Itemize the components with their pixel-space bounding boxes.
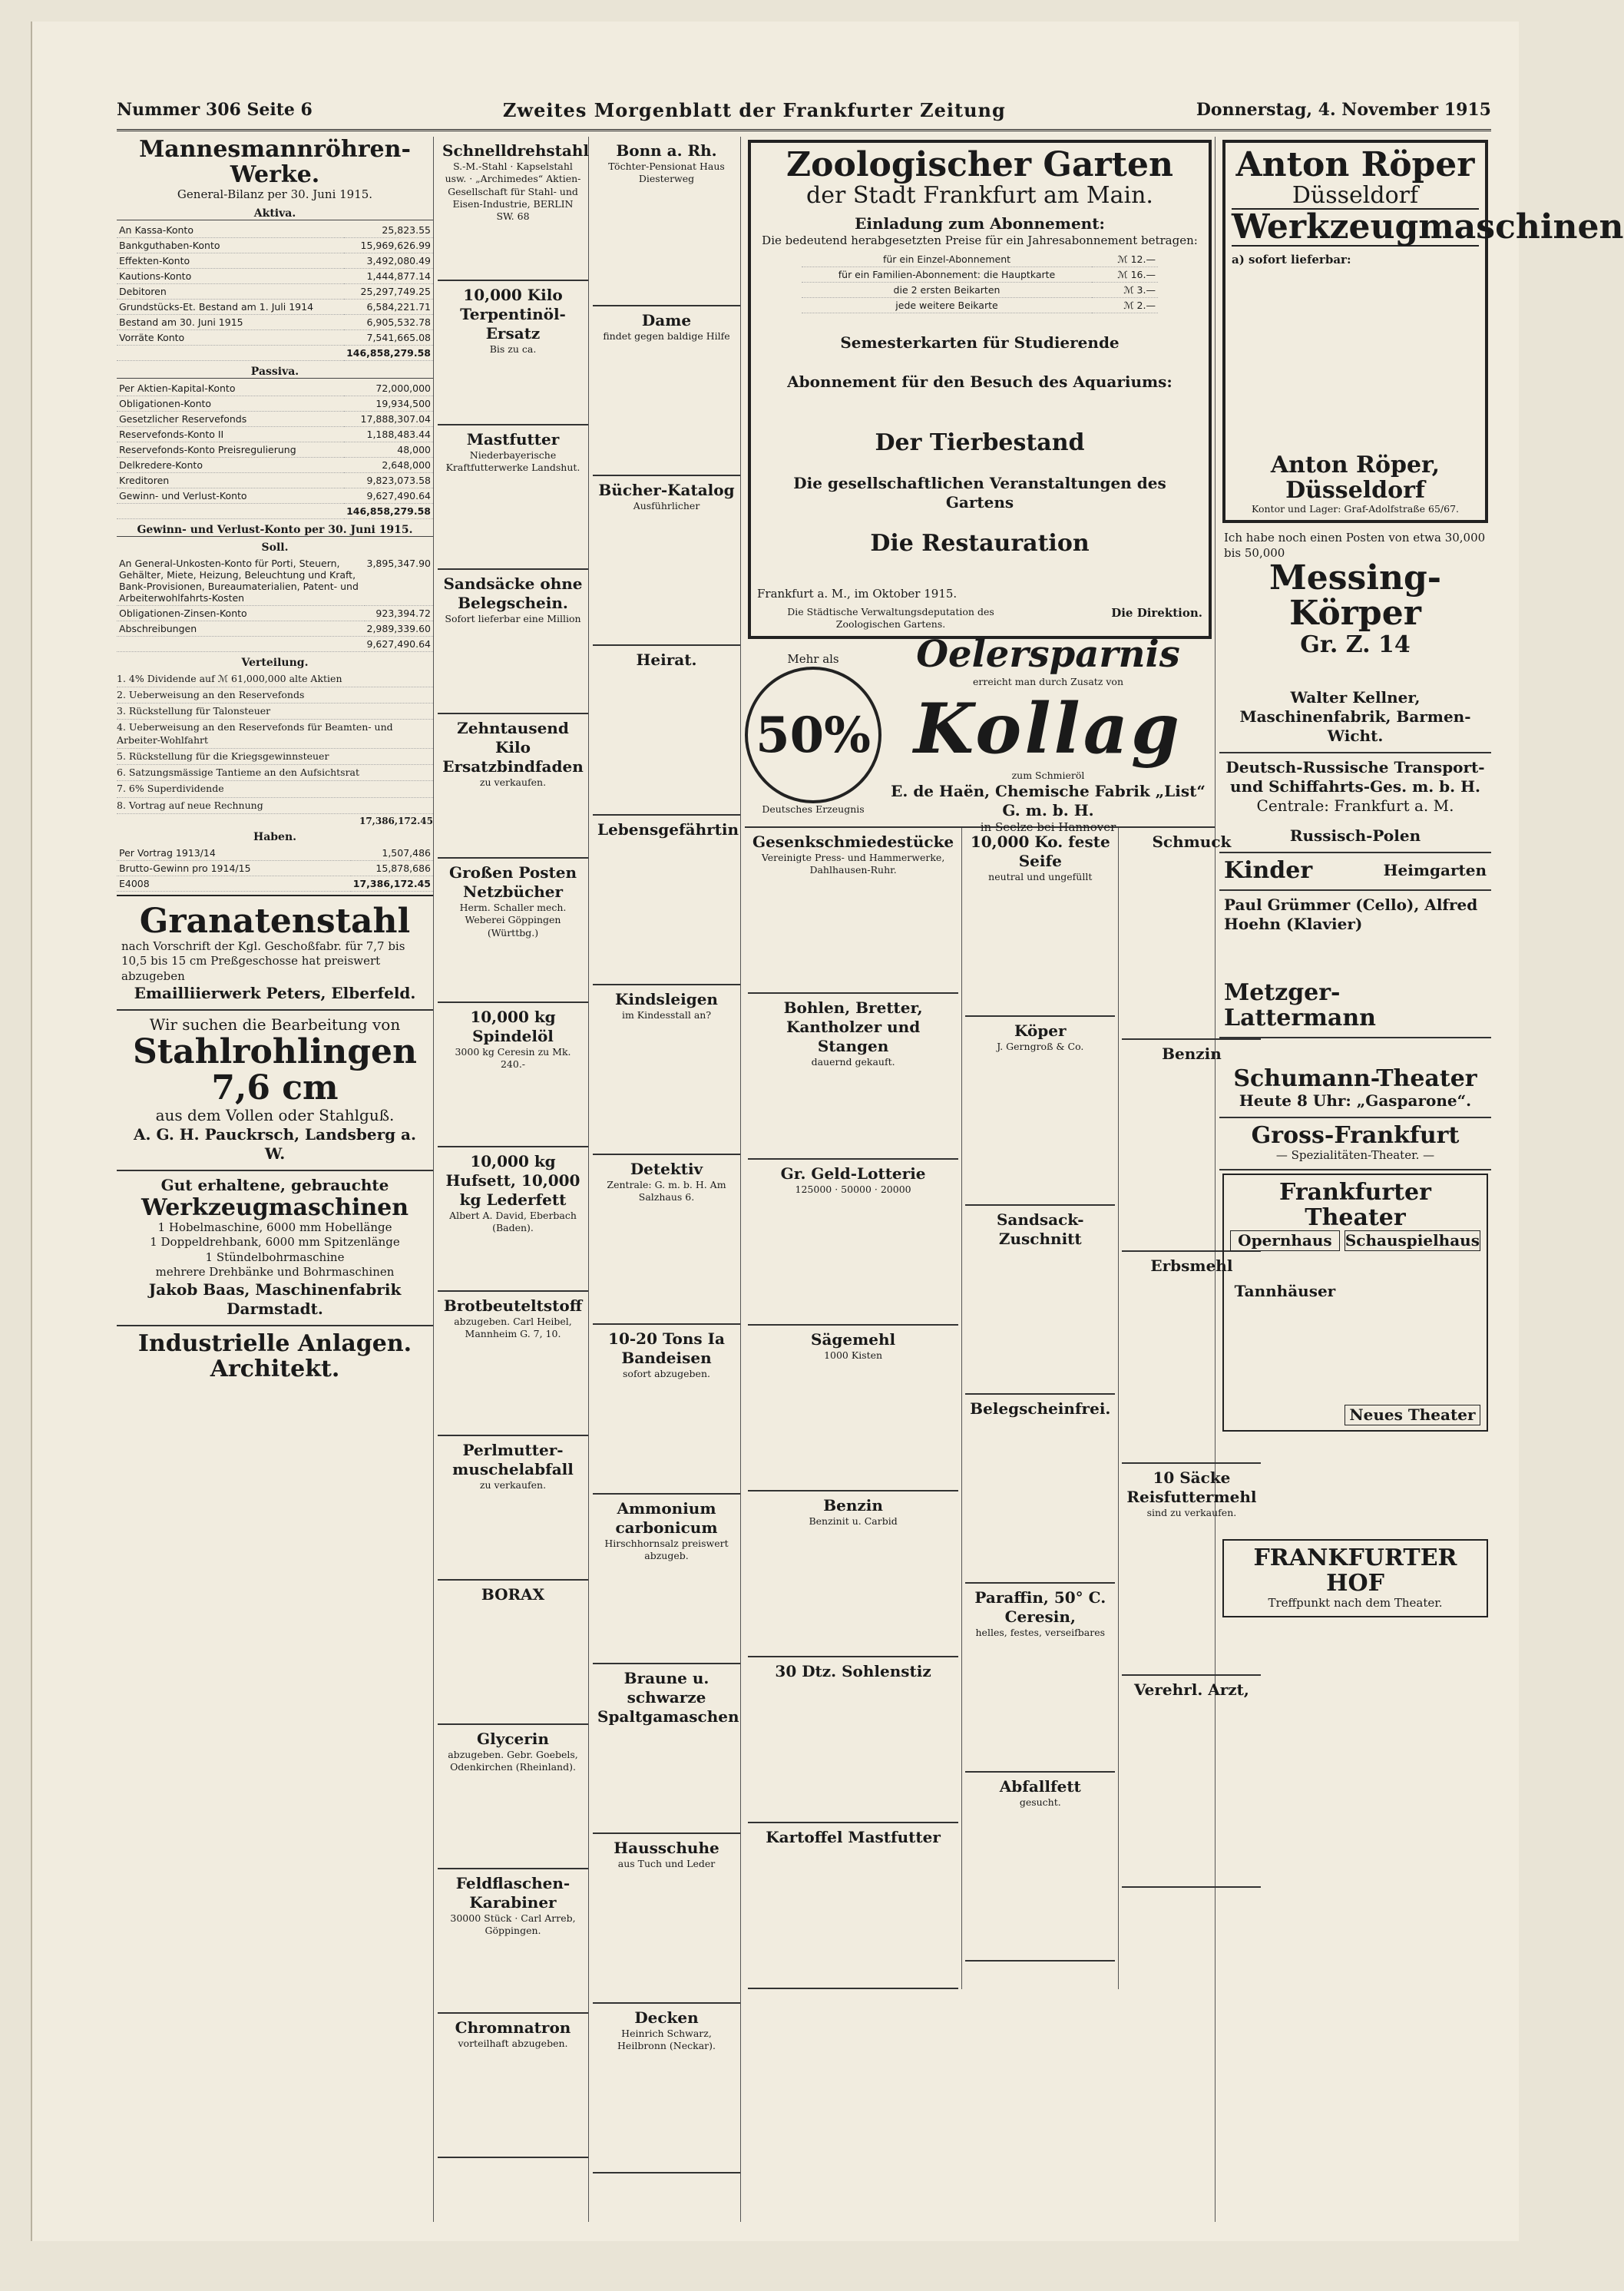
ad-text: neutral und ungefüllt	[988, 870, 1093, 882]
classified-ad	[593, 1325, 740, 1495]
ad-title: 10,000 kg Hufsett, 10,000 kg Lederfett	[445, 1152, 580, 1209]
soll-heading: Soll.	[261, 541, 289, 554]
balance-row: Bankguthaben-Konto 15,969,626.99	[117, 237, 433, 253]
classified-ad	[593, 1155, 740, 1325]
ad-schumann-theater: Schumann-Theater Heute 8 Uhr: „Gasparone“.	[1219, 1061, 1491, 1118]
ad-title: Sägemehl	[811, 1329, 896, 1349]
ad-title: Ammonium carbonicum	[615, 1499, 718, 1537]
classified-ad	[438, 281, 588, 425]
classified-ad	[438, 714, 588, 859]
ad-title: 10,000 Kilo Terpentinöl-Ersatz	[460, 286, 566, 343]
issue-number: Nummer 306 Seite 6	[117, 100, 313, 120]
ad-text: Sofort lieferbar eine Million	[445, 613, 581, 624]
classified-ad	[438, 570, 588, 714]
frankfurter-theater-box: Frankfurter Theater Opernhaus Tannhäuser Schauspielhaus Neues Theater	[1222, 1174, 1488, 1432]
balance-row: Reservefonds-Konto Preisregulierung 48,000	[117, 442, 433, 457]
ad-text: Benzinit u. Carbid	[809, 1515, 898, 1527]
column-ads-5	[1219, 137, 1624, 2222]
classified-ad	[748, 1160, 958, 1326]
classified-ad	[438, 2014, 588, 2158]
ad-text: zu verkaufen.	[479, 776, 547, 788]
classified-ad	[965, 1584, 1115, 1773]
classified-ad	[438, 859, 588, 1003]
ad-granatenstahl: Granatenstahl nach Vorschrift der Kgl. Geschoßfabr. für 7,7 bis 10,5 bis 15 cm Preßgeschosse hat preiswert abzugeben Emailliierwerk Peters, Elberfeld.	[117, 899, 433, 1011]
ad-title: Schmuck	[1152, 832, 1232, 851]
ad-title: Zehntausend Kilo Ersatzbindfaden	[442, 719, 584, 776]
ad-title: Schnelldrehstahl	[442, 141, 590, 160]
balance-row: Bestand am 30. Juni 1915 6,905,532.78	[117, 314, 433, 329]
ad-frankfurter-hof: FRANKFURTER HOF Treffpunkt nach dem Theater.	[1222, 1539, 1488, 1617]
ad-zoologischer-garten: Zoologischer Garten der Stadt Frankfurt am Main. Einladung zum Abonnement: Die bedeutend herabgesetzten Preise für ein Jahresabonnement betragen: für ein Einzel-Abonnement ℳ 12.— für ein Familien-Abonnement: die Hauptkarte ℳ 16.— die 2 ersten Beikarten ℳ 3.— jede weitere Beikarte ℳ 2.— Semesterkarten für Studierende Abonnement für den Besuch des Aquariums: Der Tierbestand Die gesellschaftlichen Veranstaltungen des Gartens Die Restauration Frankfurt a. M., im Oktober 1915. Die Städtische Verwaltungsdeputation des Zoologischen Gartens. Die Direktion.	[748, 140, 1212, 639]
ad-title: Verehrl. Arzt,	[1133, 1680, 1249, 1699]
balance-row: Debitoren 25,297,749.25	[117, 283, 433, 299]
ad-title: 10,000 Ko. feste Seife	[970, 832, 1110, 870]
ad-text: Töchter-Pensionat Haus Diesterweg	[608, 161, 725, 185]
ad-text: abzugeben. Gebr. Goebels, Odenkirchen (Rheinland).	[448, 1749, 578, 1773]
ad-text: S.-M.-Stahl · Kapselstahl usw. · „Archimedes“ Aktien-Gesellschaft für Stahl- und Eisen-Industrie, BERLIN SW. 68	[445, 161, 581, 222]
balance-row: Reservefonds-Konto II 1,188,483.44	[117, 426, 433, 442]
ad-title: Kindsleigen	[615, 990, 718, 1008]
ad-text: Hirschhornsalz preiswert abzugeb.	[604, 1538, 729, 1562]
ad-title: Großen Posten Netzbücher	[449, 863, 577, 901]
ad-title: Bohlen, Bretter, Kantholzer und Stangen	[783, 998, 923, 1055]
ad-text: 125000 · 50000 · 20000	[795, 1183, 911, 1195]
ad-title: 10 Säcke Reisfuttermehl	[1126, 1468, 1257, 1506]
soll-table: An General-Unkosten-Konto für Porti, Steuern, Gehälter, Miete, Heizung, Beleuchtung und Kraft, Bank-Provisionen, Bureaumaterialien, Patent- und Arbeiterwohlfahrts-Kosten 3,895,347.90 Obligationen-Zinsen-Konto 923,394.72 Abschreibungen 2,989,339.60 9,627,490.64	[117, 556, 433, 652]
classified-ad	[438, 425, 588, 570]
classified-ad	[748, 1657, 958, 1823]
aktiva-total: 146,858,279.58	[344, 345, 433, 360]
zoo-title: Zoologischer Garten	[786, 145, 1173, 184]
ad-stahlrohlingen: Wir suchen die Bearbeitung von Stahlrohlingen 7,6 cm aus dem Vollen oder Stahlguß. A. G. H. Pauckrsch, Landsberg a. W.	[117, 1011, 433, 1170]
ad-text: dauernd gekauft.	[811, 1055, 895, 1068]
ad-title: Feldflaschen-Karabiner	[455, 1874, 571, 1912]
ad-messing-koerper: Ich habe noch einen Posten von etwa 30,000 bis 50,000 Messing-Körper Gr. Z. 14 Walter Kellner, Maschinenfabrik, Barmen-Wicht.	[1219, 526, 1491, 753]
ad-title: 10-20 Tons Ia Bandeisen	[608, 1329, 725, 1367]
ad-title: Gesenkschmiedestücke	[752, 832, 954, 851]
masthead	[117, 91, 1491, 131]
haben-table: Per Vortrag 1913/14 1,507,486 Brutto-Gewinn pro 1914/15 15,878,686 E4008 17,386,172.45	[117, 846, 433, 892]
ad-text: Zentrale: G. m. b. H. Am Salzhaus 6.	[607, 1179, 726, 1203]
ad-konzerte: Paul Grümmer (Cello), Alfred Hoehn (Klavier) Metzger-Lattermann	[1219, 891, 1491, 1038]
ad-text: Herm. Schaller mech. Weberei Göppingen (Württbg.)	[459, 902, 567, 939]
kollag-percent-badge: 50%	[745, 667, 881, 803]
classified-ad	[438, 1436, 588, 1581]
ad-text: sofort abzugeben.	[623, 1368, 710, 1379]
ad-text: findet gegen baldige Hilfe	[603, 330, 730, 342]
ad-title: 10,000 kg Spindelöl	[470, 1008, 556, 1045]
ad-title: 30 Dtz. Sohlenstiz	[775, 1661, 931, 1680]
ad-title: Granatenstahl	[139, 901, 411, 941]
classified-ad	[438, 1869, 588, 2014]
ad-kollag: Mehr als 50% Deutsches Erzeugnis Oelersparnis erreicht man durch Zusatz von Kollag zum Schmieröl E. de Haën, Chemische Fabrik „List“ G. m. b. H. in Seelze bei Hannover	[745, 642, 1215, 828]
ad-text: Niederbayerische Kraftfutterwerke Landshut.	[445, 449, 580, 474]
zoo-invite: Einladung zum Abonnement:	[855, 214, 1105, 233]
classified-ad	[438, 1147, 588, 1292]
ad-text: im Kindesstall an?	[621, 1009, 712, 1021]
balance-row: Kreditoren 9,823,073.58	[117, 472, 433, 488]
kollag-logo: Kollag	[914, 687, 1182, 770]
ad-text: sind zu verkaufen.	[1146, 1506, 1237, 1518]
ad-industrielle-anlagen: Industrielle Anlagen. Architekt.	[117, 1326, 433, 1388]
balance-row: Kautions-Konto 1,444,877.14	[117, 268, 433, 283]
ad-text: Bis zu ca.	[489, 343, 537, 355]
ad-title: Hausschuhe	[614, 1839, 719, 1857]
classified-ad	[593, 137, 740, 306]
verteilung-item: 5. Rückstellung für die Kriegsgewinnsteuer	[117, 749, 433, 765]
ad-text: Heinrich Schwarz, Heilbronn (Neckar).	[617, 2028, 716, 2052]
ad-text: Vereinigte Press- und Hammerwerke, Dahlhausen-Ruhr.	[761, 851, 945, 876]
verteilung-item: 6. Satzungsmässige Tantieme an den Aufsichtsrat	[117, 765, 433, 781]
gv-heading: Gewinn- und Verlust-Konto per 30. Juni 1915.	[117, 524, 433, 537]
classified-ad	[593, 646, 740, 816]
ad-title: Köper	[1014, 1021, 1067, 1040]
ad-anton-roeper: Anton Röper Düsseldorf Werkzeugmaschinen a) sofort lieferbar: Anton Röper, Düsseldorf Kontor und Lager: Graf-Adolfstraße 65/67.	[1222, 140, 1488, 523]
passiva-table	[117, 381, 433, 519]
classified-ad	[965, 1206, 1115, 1395]
classified-ad	[593, 985, 740, 1155]
ad-title: Werkzeugmaschinen	[141, 1194, 409, 1221]
classified-ad	[593, 476, 740, 646]
zoo-subtitle: der Stadt Frankfurt am Main.	[806, 182, 1153, 210]
classified-ad	[593, 306, 740, 476]
ad-title: Mastfutter	[466, 430, 560, 449]
ad-title: Detektiv	[630, 1160, 703, 1178]
ad-title: Belegscheinfrei.	[970, 1399, 1111, 1418]
soll-line: Abschreibungen	[117, 621, 365, 636]
balance-title: General-Bilanz per 30. Juni 1915.	[177, 187, 373, 201]
balance-row: An Kassa-Konto 25,823.55	[117, 223, 433, 238]
column-ads-2	[438, 137, 589, 2222]
ad-text: 1000 Kisten	[824, 1349, 883, 1361]
classified-ad	[748, 1491, 958, 1657]
ad-text: Albert A. David, Eberbach (Baden).	[449, 1210, 577, 1234]
ad-title: Stahlrohlingen 7,6 cm	[132, 1032, 417, 1107]
column-zoo	[745, 137, 1257, 2222]
classified-ad	[438, 1292, 588, 1436]
ad-title: Kartoffel Mastfutter	[766, 1827, 941, 1846]
ad-title: Braune u. schwarze Spaltgamaschen	[597, 1669, 739, 1726]
classified-ad	[593, 1834, 740, 2004]
ad-text: Ausführlicher	[633, 500, 700, 512]
ad-title: Paraffin, 50° C. Ceresin,	[974, 1587, 1106, 1626]
classified-ad	[593, 1495, 740, 1664]
column-balance	[117, 137, 434, 2222]
zoo-price-table: für ein Einzel-Abonnement ℳ 12.— für ein Familien-Abonnement: die Hauptkarte ℳ 16.— die 2 ersten Beikarten ℳ 3.— jede weitere Beikarte ℳ 2.—	[802, 252, 1158, 313]
column-ads-3	[593, 137, 741, 2222]
balance-row: Effekten-Konto 3,492,080.49	[117, 253, 433, 268]
ad-title: Bonn a. Rh.	[616, 141, 717, 160]
ad-title: Gr. Geld-Lotterie	[780, 1164, 926, 1183]
ad-text: helles, festes, verseifbares	[975, 1626, 1106, 1638]
verteilung-item: 2. Ueberweisung an den Reservefonds	[117, 687, 433, 704]
passiva-total: 146,858,279.58	[344, 503, 433, 518]
classified-ad	[438, 1581, 588, 1725]
ad-text: J. Gerngroß & Co.	[997, 1040, 1084, 1052]
classified-ad	[965, 1773, 1115, 1962]
ad-title: Glycerin	[477, 1730, 549, 1748]
ad-title: Chromnatron	[455, 2018, 571, 2037]
classified-ad	[593, 2004, 740, 2173]
soll-line: Obligationen-Zinsen-Konto	[117, 605, 365, 621]
balance-row: Delkredere-Konto 2,648,000	[117, 457, 433, 472]
ad-title: Heirat.	[636, 651, 697, 669]
ad-title: Industrielle Anlagen.	[137, 1329, 412, 1357]
ad-title: Abfallfett	[999, 1776, 1081, 1796]
classified-ad	[593, 1664, 740, 1834]
classified-ad	[748, 828, 958, 994]
verteilung-heading: Verteilung.	[241, 656, 309, 669]
classified-ad	[965, 1017, 1115, 1206]
verteilung-total: 17,386,172.45	[359, 815, 433, 826]
balance-row: Grundstücks-Et. Bestand am 1. Juli 1914 6,584,221.71	[117, 299, 433, 314]
haben-heading: Haben.	[253, 830, 297, 843]
soll-line: An General-Unkosten-Konto für Porti, Steuern, Gehälter, Miete, Heizung, Beleuchtung und Kraft, Bank-Provisionen, Bureaumaterialien, Patent- und Arbeiterwohlfahrts-Kosten	[117, 556, 365, 606]
verteilung-item: 3. Rückstellung für Talonsteuer	[117, 704, 433, 720]
ad-text: abzugeben. Carl Heibel, Mannheim G. 7, 10.	[454, 1316, 572, 1340]
newspaper-title: Zweites Morgenblatt der Frankfurter Zeitung	[502, 98, 1006, 121]
ad-title: Brotbeuteltstoff	[443, 1296, 583, 1315]
classified-ad	[438, 1725, 588, 1869]
haben-ref: E4008	[117, 876, 351, 891]
verteilung-item: 7. 6% Superdividende	[117, 781, 433, 797]
ad-text: zu verkaufen.	[479, 1479, 547, 1491]
classified-ad	[438, 1003, 588, 1147]
ad-title: Sandsack-Zuschnitt	[996, 1210, 1084, 1248]
classified-ad	[593, 816, 740, 985]
col4-subcolumns	[745, 828, 1257, 1989]
verteilung-item: 8. Vortrag auf neue Rechnung	[117, 798, 433, 814]
verteilung-item: 1. 4% Dividende auf ℳ 61,000,000 alte Aktien	[117, 671, 433, 687]
ad-werkzeugmaschinen: Gut erhaltene, gebrauchte Werkzeugmaschinen 1 Hobelmaschine, 6000 mm Hobellänge 1 Doppeldrehbank, 6000 mm Spitzenlänge 1 Stündelbohrmaschine mehrere Drehbänke und Bohrmaschinen Jakob Baas, Maschinenfabrik Darmstadt.	[117, 1171, 433, 1326]
newspaper-page	[31, 22, 1624, 2241]
ad-gross-frankfurt: Gross-Frankfurt — Spezialitäten-Theater. —	[1219, 1118, 1491, 1171]
balance-company-title: Mannesmannröhren-Werke.	[139, 136, 411, 188]
ad-deutsch-russische: Deutsch-Russische Transport- und Schiffahrts-Ges. m. b. H. Centrale: Frankfurt a. M. Russisch-Polen	[1219, 753, 1491, 853]
classified-ad	[965, 828, 1115, 1017]
ad-title: Benzin	[823, 1495, 883, 1515]
verteilung-item: 4. Ueberweisung an den Reservefonds für Beamten- und Arbeiter-Wohlfahrt	[117, 720, 433, 749]
ad-title: Erbsmehl	[1150, 1256, 1233, 1275]
ad-text: 30000 Stück · Carl Arreb, Göppingen.	[450, 1912, 576, 1937]
balance-row: Obligationen-Konto 19,934,500	[117, 396, 433, 411]
ad-title: Messing-Körper	[1269, 558, 1441, 634]
ad-title: Lebensgefährtin	[597, 820, 739, 839]
ad-kinder-heimgarten: Kinder Heimgarten	[1219, 853, 1491, 891]
classified-ad	[438, 137, 588, 281]
ad-title: Werkzeugmaschinen	[1232, 207, 1624, 247]
balance-row: Gewinn- und Verlust-Konto 9,627,490.64	[117, 488, 433, 503]
classified-ad	[965, 1395, 1115, 1584]
classified-ad	[748, 1823, 958, 1989]
classified-ad	[748, 994, 958, 1160]
verteilung-list	[117, 671, 433, 814]
ad-title: Decken	[634, 2008, 699, 2027]
ad-text: aus Tuch und Leder	[617, 1858, 716, 1869]
issue-date: Donnerstag, 4. November 1915	[1196, 100, 1491, 120]
ad-text: 3000 kg Ceresin zu Mk. 240.-	[455, 1046, 571, 1071]
aktiva-table	[117, 223, 433, 361]
ad-title: Bücher-Katalog	[598, 481, 735, 499]
balance-row: Gesetzlicher Reservefonds 17,888,307.04	[117, 411, 433, 426]
ad-title: Perlmutter-muschelabfall	[452, 1441, 574, 1478]
passiva-heading: Passiva.	[117, 366, 433, 379]
balance-row: Per Aktien-Kapital-Konto 72,000,000	[117, 381, 433, 396]
ad-title: Benzin	[1162, 1044, 1222, 1063]
ad-title: Sandsäcke ohne Belegschein.	[443, 574, 583, 612]
aktiva-heading: Aktiva.	[117, 207, 433, 220]
ad-text: gesucht.	[1019, 1796, 1061, 1808]
ad-title: Dame	[641, 311, 692, 329]
ad-title: BORAX	[481, 1585, 545, 1604]
ad-text: vorteilhaft abzugeben.	[458, 2038, 568, 2049]
balance-row: Vorräte Konto 7,541,665.08	[117, 329, 433, 345]
classified-ad	[748, 1326, 958, 1491]
